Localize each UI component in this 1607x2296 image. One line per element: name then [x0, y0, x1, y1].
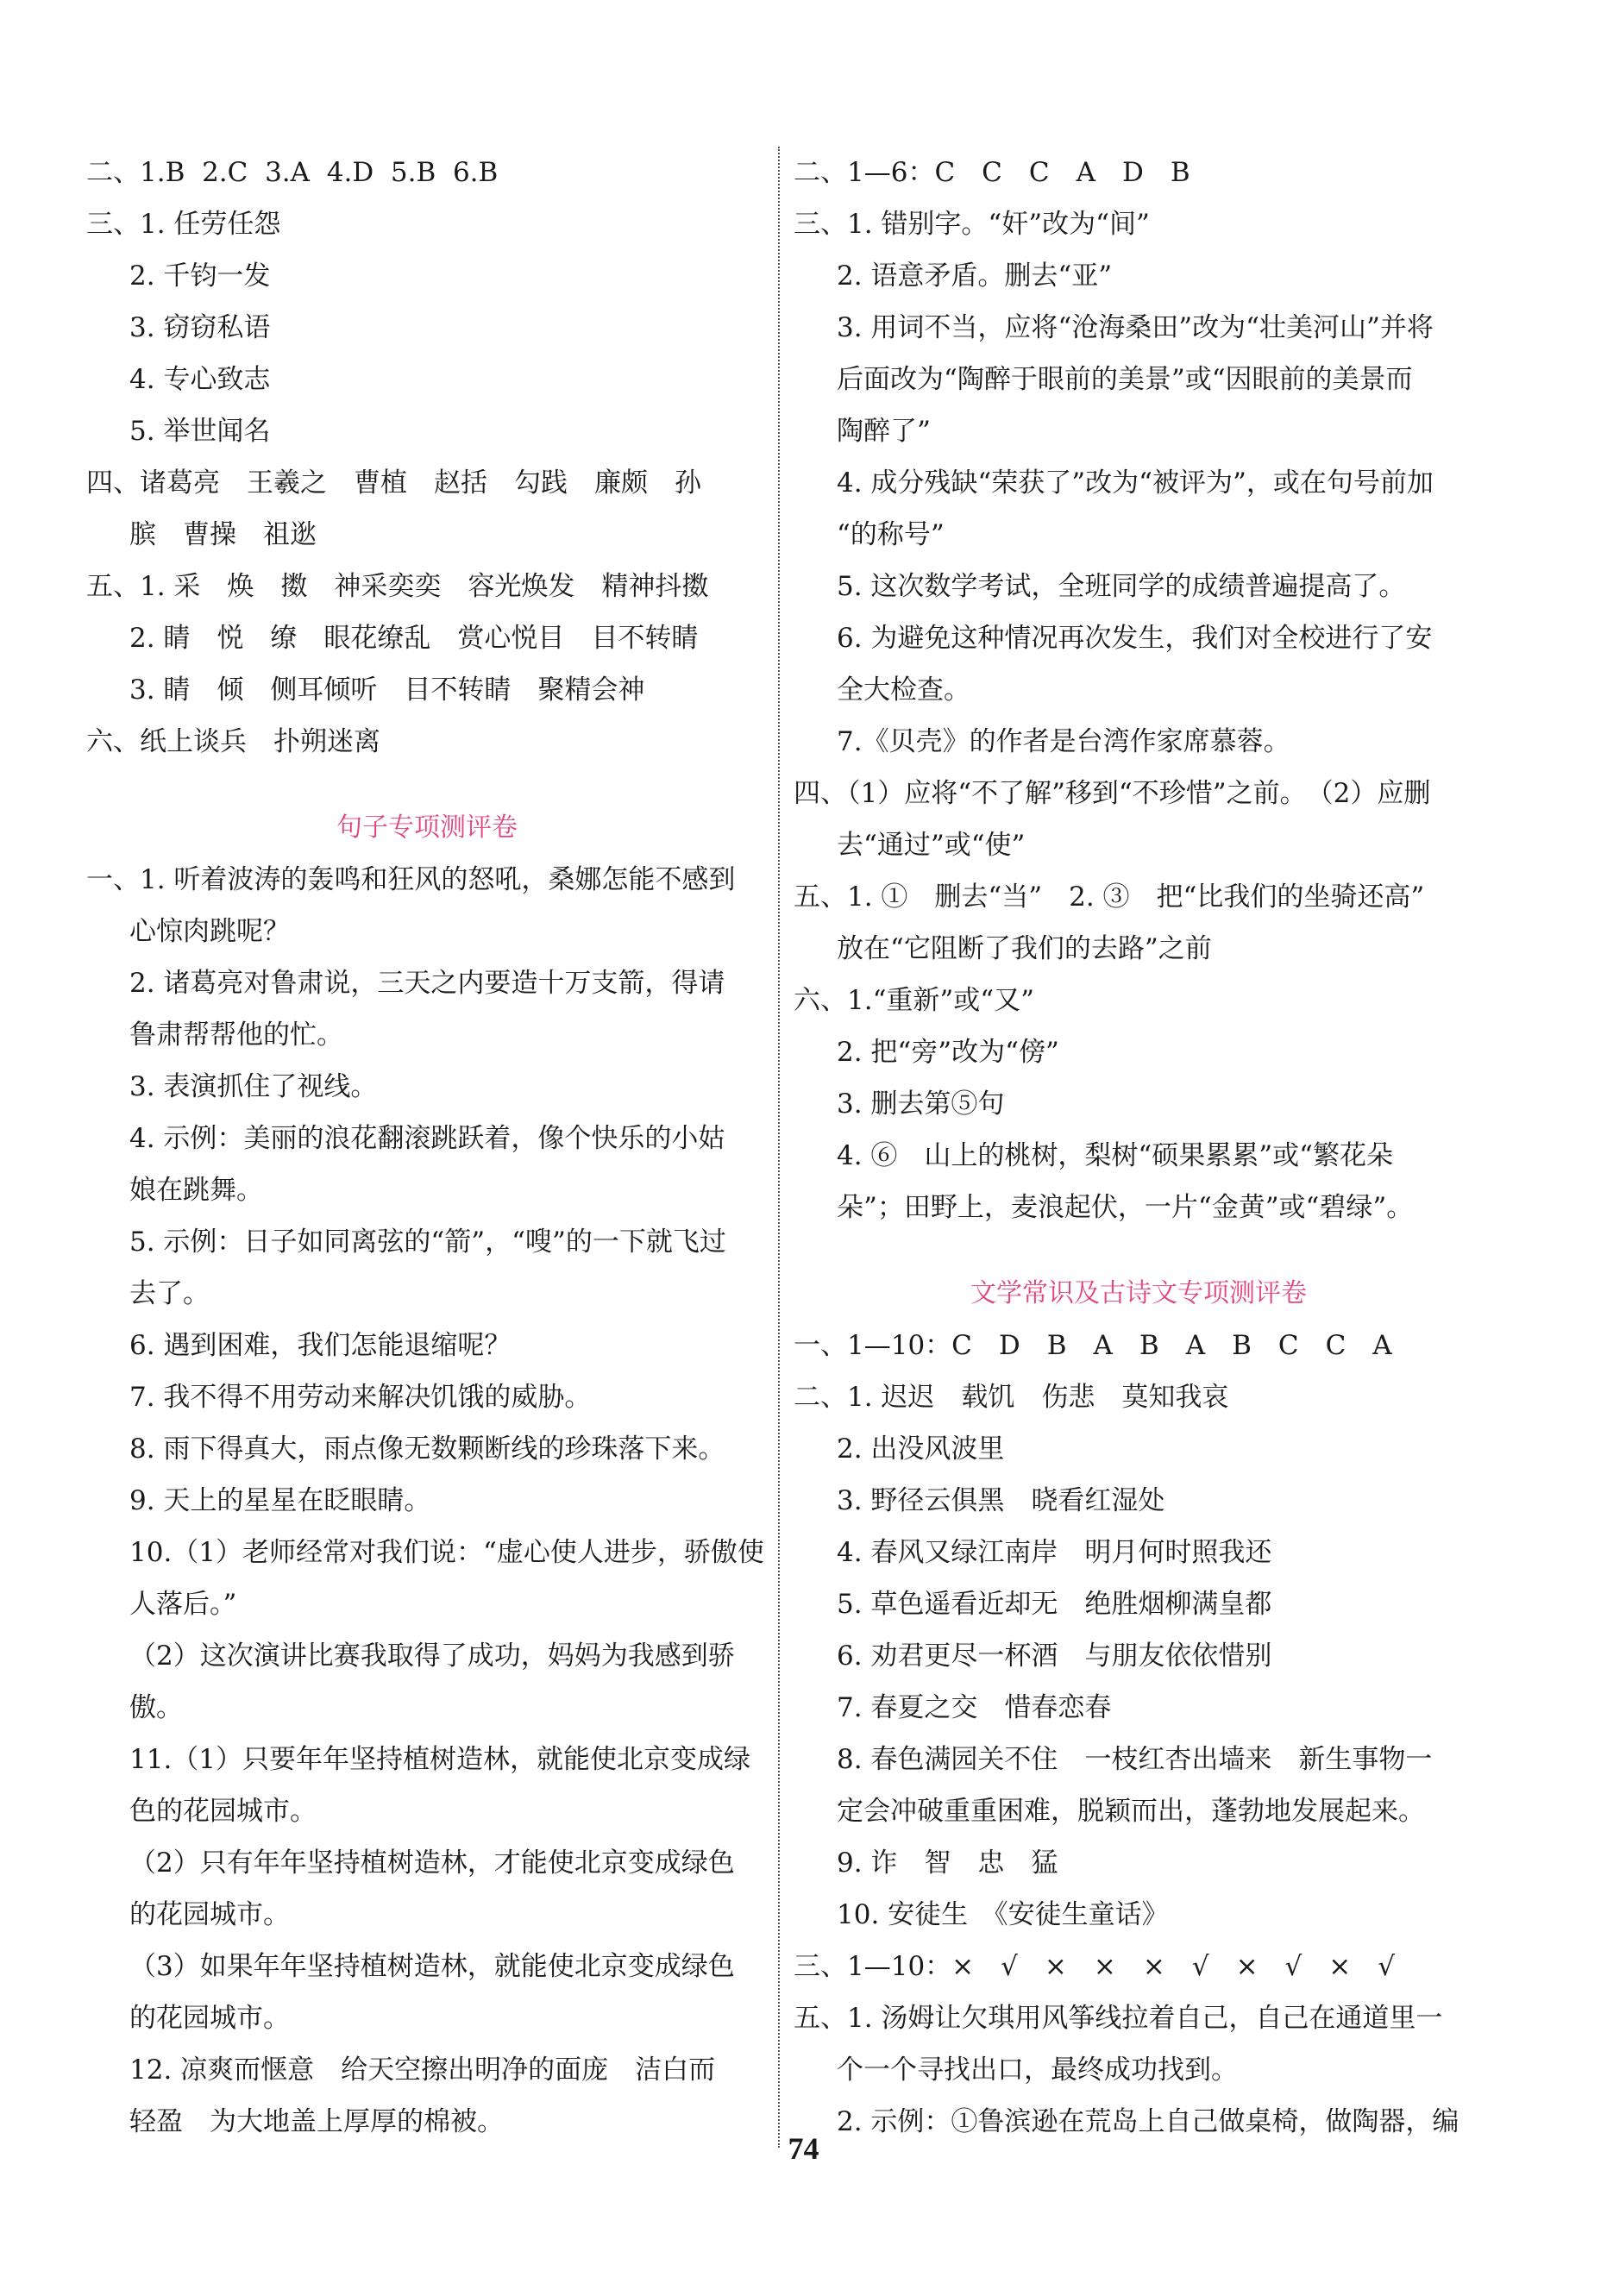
answer-line: 去了。 — [129, 1278, 210, 1309]
left-column — [86, 147, 768, 2148]
answer-line: 一、1—10：C D B A B A B C C A — [794, 1330, 1392, 1361]
answer-line: 5. 这次数学考试，全班同学的成绩普遍提高了。 — [837, 571, 1406, 602]
answer-line: 三、1—10：× √ × × × √ × √ × √ — [794, 1951, 1396, 1982]
answer-line: 3. 窃窃私语 — [129, 312, 271, 343]
answer-line: 六、1.“重新”或“又” — [794, 985, 1034, 1016]
answer-line: 四、诸葛亮 王羲之 曹植 赵括 勾践 廉颇 孙 — [86, 467, 701, 499]
answer-line: 的花园城市。 — [129, 1899, 290, 1930]
answer-line: 4. 专心致志 — [129, 364, 271, 395]
answer-line: 3. 野径云俱黑 晓看红湿处 — [837, 1485, 1165, 1516]
column-divider — [778, 147, 780, 2148]
literature-answers-block — [794, 1320, 1484, 2148]
answer-line: 膑 曹操 祖逖 — [129, 519, 317, 550]
answer-line: 7.《贝壳》的作者是台湾作家席慕蓉。 — [837, 726, 1290, 757]
answer-line: 10. 安徒生 《安徒生童话》 — [837, 1899, 1169, 1930]
answer-line: 2. 睛 悦 缭 眼花缭乱 赏心悦目 目不转睛 — [129, 623, 699, 654]
answer-line: 2. 把“旁”改为“傍” — [837, 1037, 1059, 1068]
answer-line: 五、1. ① 删去“当” 2. ③ 把“比我们的坐骑还高” — [794, 881, 1425, 913]
answer-line: 人落后。” — [129, 1589, 237, 1620]
right-answers-block — [794, 147, 1484, 1233]
answer-line: 三、1. 错别字。“奸”改为“间” — [794, 209, 1150, 240]
answer-line: 4. 成分残缺“荣获了”改为“被评为”，或在句号前加 — [837, 467, 1434, 499]
answer-line: 后面改为“陶醉于眼前的美景”或“因眼前的美景而 — [837, 364, 1413, 395]
answer-line: 3. 睛 倾 侧耳倾听 目不转睛 聚精会神 — [129, 674, 645, 706]
answer-line: 6. 劝君更尽一杯酒 与朋友依依惜别 — [837, 1640, 1272, 1672]
answer-line: 二、1—6：C C C A D B — [794, 157, 1190, 188]
answer-line: 2. 示例：①鲁滨逊在荒岛上自己做桌椅，做陶器，编 — [837, 2106, 1459, 2137]
answer-line: 四、（1）应将“不了解”移到“不珍惜”之前。 （2）应删 — [794, 778, 1431, 809]
section-title-sentences: 句子专项测评卷 — [336, 812, 518, 843]
answer-line: 5. 示例：日子如同离弦的“箭”，“嗖”的一下就飞过 — [129, 1226, 726, 1258]
answer-line: 4. ⑥ 山上的桃树，梨树“硕果累累”或“繁花朵 — [837, 1140, 1393, 1171]
answer-line: 12. 凉爽而惬意 给天空擦出明净的面庞 洁白而 — [129, 2054, 716, 2086]
answer-line: 7. 春夏之交 惜春恋春 — [837, 1692, 1112, 1723]
answer-line: 9. 诈 智 忠 猛 — [837, 1847, 1058, 1879]
answer-line: 3. 表演抓住了视线。 — [129, 1071, 378, 1102]
answer-line: 的花园城市。 — [129, 2003, 290, 2034]
answer-line: 2. 语意矛盾。删去“亚” — [837, 260, 1113, 292]
answer-line: 二、1. 迟迟 载饥 伤悲 莫知我哀 — [794, 1382, 1229, 1413]
answer-line: 去“通过”或“使” — [837, 830, 1026, 861]
answer-line: 4. 示例：美丽的浪花翻滚跳跃着，像个快乐的小姑 — [129, 1123, 725, 1154]
left-answers-block — [86, 147, 768, 768]
answer-line: 3. 用词不当，应将“沧海桑田”改为“壮美河山”并将 — [837, 312, 1434, 343]
answer-line: 心惊肉跳呢？ — [129, 916, 290, 947]
answer-line: 5. 草色遥看近却无 绝胜烟柳满皇都 — [837, 1589, 1272, 1620]
answer-line: 五、1. 汤姆让欠琪用风筝线拉着自己，自己在通道里一 — [794, 2003, 1443, 2034]
answer-line: “的称号” — [837, 519, 945, 550]
answer-line: 9. 天上的星星在眨眼睛。 — [129, 1485, 431, 1516]
answer-line: （3）如果年年坚持植树造林，就能使北京变成绿色 — [129, 1951, 735, 1982]
answer-line: 4. 春风又绿江南岸 明月何时照我还 — [837, 1537, 1272, 1568]
answer-line: 陶醉了” — [837, 416, 931, 447]
section-title-literature: 文学常识及古诗文专项测评卷 — [970, 1278, 1307, 1308]
sentence-answers-block — [86, 854, 768, 2148]
answer-line: 个一个寻找出口，最终成功找到。 — [837, 2054, 1238, 2086]
answer-line: 2. 千钧一发 — [129, 260, 271, 292]
answer-line: 全大检查。 — [837, 674, 970, 706]
answer-line: 三、1. 任劳任怨 — [86, 209, 281, 240]
answer-line: 6. 为避免这种情况再次发生，我们对全校进行了安 — [837, 623, 1433, 654]
answer-line: 11.（1）只要年年坚持植树造林，就能使北京变成绿 — [129, 1744, 751, 1775]
answer-line: 色的花园城市。 — [129, 1796, 317, 1827]
answer-line: 7. 我不得不用劳动来解决饥饿的威胁。 — [129, 1382, 592, 1413]
answer-line: 2. 出没风波里 — [837, 1433, 1005, 1465]
answer-line: 3. 删去第⑤句 — [837, 1088, 1005, 1120]
answer-line: 轻盈 为大地盖上厚厚的棉被。 — [129, 2106, 504, 2137]
answer-line: 8. 雨下得真大，雨点像无数颗断线的珍珠落下来。 — [129, 1433, 725, 1465]
answer-line: 6. 遇到困难，我们怎能退缩呢？ — [129, 1330, 512, 1361]
answer-line: 傲。 — [129, 1692, 183, 1723]
answer-line: 10.（1）老师经常对我们说：“虚心使人进步，骄傲使 — [129, 1537, 764, 1568]
answer-line: 六、纸上谈兵 扑朔迷离 — [86, 726, 380, 757]
answer-line: 五、1. 采 焕 擞 神采奕奕 容光焕发 精神抖擞 — [86, 571, 709, 602]
answer-line: 朵”；田野上，麦浪起伏，一片“金黄”或“碧绿”。 — [837, 1192, 1414, 1223]
page-number: 74 — [788, 2131, 819, 2166]
answer-line: 8. 春色满园关不住 一枝红杏出墙来 新生事物一 — [837, 1744, 1433, 1775]
right-column — [794, 147, 1484, 2148]
answer-line: 5. 举世闻名 — [129, 416, 271, 447]
answer-line: 放在“它阻断了我们的去路”之前 — [837, 933, 1212, 964]
answer-line: 一、1. 听着波涛的轰鸣和狂风的怒吼，桑娜怎能不感到 — [86, 864, 736, 895]
answer-line: 娘在跳舞。 — [129, 1175, 263, 1206]
answer-line: 鲁肃帮帮他的忙。 — [129, 1019, 343, 1051]
answer-line: 二、1.B 2.C 3.A 4.D 5.B 6.B — [86, 157, 499, 188]
answer-line: （2）只有年年坚持植树造林，才能使北京变成绿色 — [129, 1847, 735, 1879]
answer-line: 定会冲破重重困难，脱颖而出，蓬勃地发展起来。 — [837, 1796, 1425, 1827]
answer-line: 2. 诸葛亮对鲁肃说，三天之内要造十万支箭，得请 — [129, 968, 725, 999]
answer-line: （2）这次演讲比赛我取得了成功，妈妈为我感到骄 — [129, 1640, 735, 1672]
